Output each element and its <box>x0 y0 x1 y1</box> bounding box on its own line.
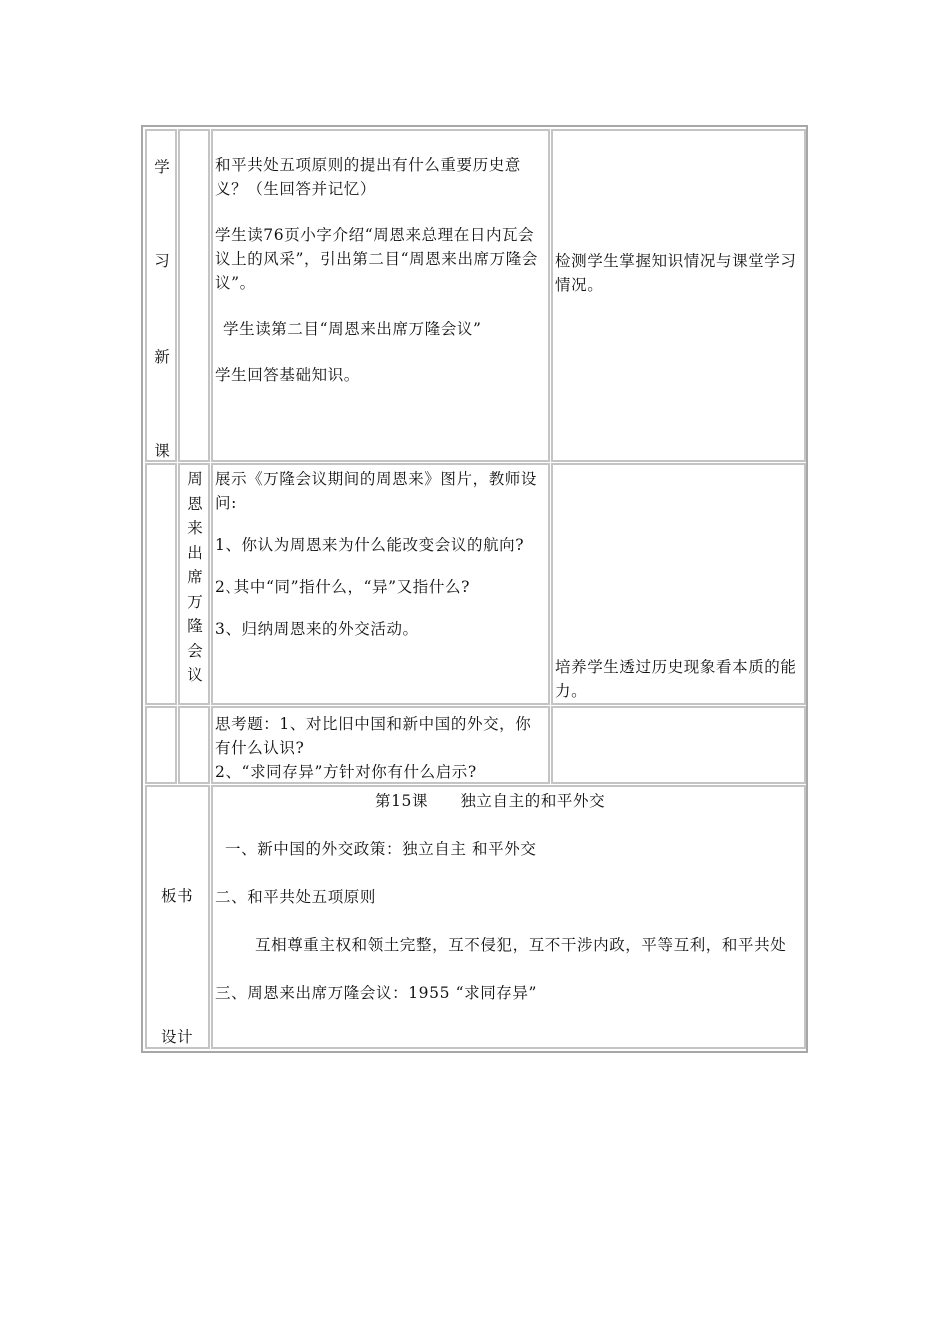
board-line: 互相尊重主权和领土完整，互不侵犯，互不干涉内政，平等互利，和平共处 <box>255 936 787 954</box>
side-label-char: 习 <box>154 252 170 270</box>
board-label-bottom: 设计 <box>161 1028 194 1046</box>
thinking-question: 思考题：1、对比旧中国和新中国的外交，你有什么认识? <box>215 715 532 757</box>
side-label-char: 新 <box>154 348 170 366</box>
topic-char: 周 <box>187 470 203 488</box>
topic-char: 出 <box>187 543 203 562</box>
intent-note: 检测学生掌握知识情况与课堂学习情况。 <box>555 252 797 294</box>
side-label-cell-empty <box>145 706 177 784</box>
topic-char: 议 <box>187 666 203 684</box>
activity-intro: 展示《万隆会议期间的周恩来》图片，教师设问: <box>215 470 538 512</box>
topic-char: 恩 <box>187 494 203 513</box>
topic-char: 来 <box>187 519 203 537</box>
side-label-cell <box>145 129 177 462</box>
side-label-cell-empty <box>145 463 177 705</box>
activity-cell <box>211 463 550 705</box>
board-line: 二、和平共处五项原则 <box>215 888 377 906</box>
activity-answer: 学生回答基础知识。 <box>215 366 360 384</box>
topic-char: 席 <box>187 568 203 586</box>
intent-cell-empty <box>551 706 806 784</box>
topic-cell-empty <box>178 129 210 462</box>
lesson-plan-table <box>141 125 808 1053</box>
board-title: 第15课 独立自主的和平外交 <box>375 792 606 810</box>
side-label-char: 学 <box>154 158 170 176</box>
activity-cell <box>211 129 550 462</box>
topic-vertical-label <box>183 467 207 688</box>
activity-reading-2: 学生读第二目“周恩来出席万隆会议” <box>223 320 482 338</box>
board-label-top: 板书 <box>161 887 194 905</box>
topic-char: 隆 <box>187 617 203 635</box>
board-line: 三、周恩来出席万隆会议：1955 “求同存异” <box>215 984 538 1002</box>
topic-cell <box>178 463 210 705</box>
side-label-char: 课 <box>154 442 170 460</box>
topic-char: 会 <box>187 641 203 660</box>
intent-note: 培养学生透过历史现象看本质的能力。 <box>555 658 797 700</box>
activity-question: 1、你认为周恩来为什么能改变会议的航向? <box>215 536 525 554</box>
board-line: 一、新中国的外交政策：独立自主 和平外交 <box>225 840 537 858</box>
activity-question: 3、归纳周恩来的外交活动。 <box>215 620 419 638</box>
activity-question: 2､其中“同”指什么，“异”又指什么? <box>215 578 471 596</box>
topic-cell-empty <box>178 706 210 784</box>
thinking-question: 2、“求同存异”方针对你有什么启示? <box>215 763 477 781</box>
activity-question: 和平共处五项原则的提出有什么重要历史意义？（生回答并记忆） <box>215 156 521 198</box>
topic-char: 万 <box>187 592 203 611</box>
activity-reading: 学生读76页小字介绍“周恩来总理在日内瓦会议上的风采”，引出第二目“周恩来出席万隆会议”。 <box>215 226 538 292</box>
intent-cell <box>551 129 806 462</box>
board-content-cell <box>211 785 806 1049</box>
thinking-question-cell <box>211 706 550 784</box>
intent-cell <box>551 463 806 705</box>
board-label-cell <box>145 785 210 1049</box>
